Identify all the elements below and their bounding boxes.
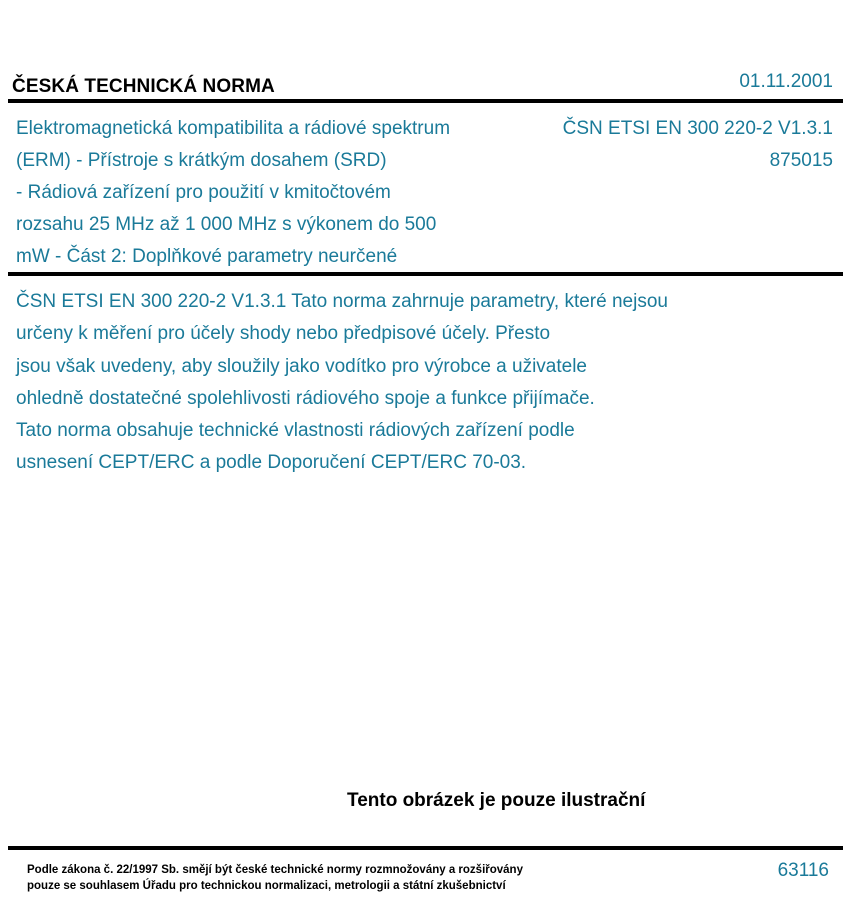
catalog-number: 875015: [769, 150, 833, 171]
footer-divider: [8, 846, 843, 850]
copyright-note: [27, 862, 523, 894]
abstract-line: usnesení CEPT/ERC a podle Doporučení CEPT/ERC 70-03.: [16, 452, 527, 474]
abstract-line: jsou však uvedeny, aby sloužily jako vodítko pro výrobce a uživatele: [16, 355, 588, 377]
standard-code: ČSN ETSI EN 300 220-2 V1.3.1: [562, 118, 833, 139]
copyright-note-line: Podle zákona č. 22/1997 Sb. smějí být české technické normy rozmnožovány a rozšiřovány: [27, 864, 523, 876]
standard-title-line: mW - Část 2: Doplňkové parametry neurčené: [16, 246, 398, 267]
title-divider: [8, 272, 843, 276]
illustration-note: Tento obrázek je pouze ilustrační: [347, 790, 646, 811]
abstract-line: Tato norma obsahuje technické vlastnosti rádiových zařízení podle: [16, 420, 575, 442]
standard-title-line: rozsahu 25 MHz až 1 000 MHz s výkonem do 500: [16, 214, 437, 235]
standard-title: [16, 113, 516, 273]
standard-title-line: (ERM) - Přístroje s krátkým dosahem (SRD): [16, 150, 387, 171]
abstract-line: ohledně dostatečné spolehlivosti rádiového spoje a funkce přijímače.: [16, 387, 595, 409]
standard-title-line: - Rádiová zařízení pro použití v kmitočtovém: [16, 182, 391, 203]
document-number: 63116: [777, 860, 829, 881]
abstract-line: určeny k měření pro účely shody nebo předpisové účely. Přesto: [16, 323, 551, 345]
standard-title-line: Elektromagnetická kompatibilita a rádiové spektrum: [16, 118, 451, 139]
header-divider: [8, 99, 843, 103]
standard-identifier: [563, 113, 833, 177]
copyright-note-line: pouze se souhlasem Úřadu pro technickou normalizaci, metrologii a státní zkušebnictví: [27, 880, 506, 892]
publication-date: 01.11.2001: [739, 71, 833, 92]
page-title: ČESKÁ TECHNICKÁ NORMA: [12, 76, 275, 97]
abstract: [16, 286, 816, 480]
abstract-line: ČSN ETSI EN 300 220-2 V1.3.1 Tato norma zahrnuje parametry, které nejsou: [16, 291, 668, 312]
